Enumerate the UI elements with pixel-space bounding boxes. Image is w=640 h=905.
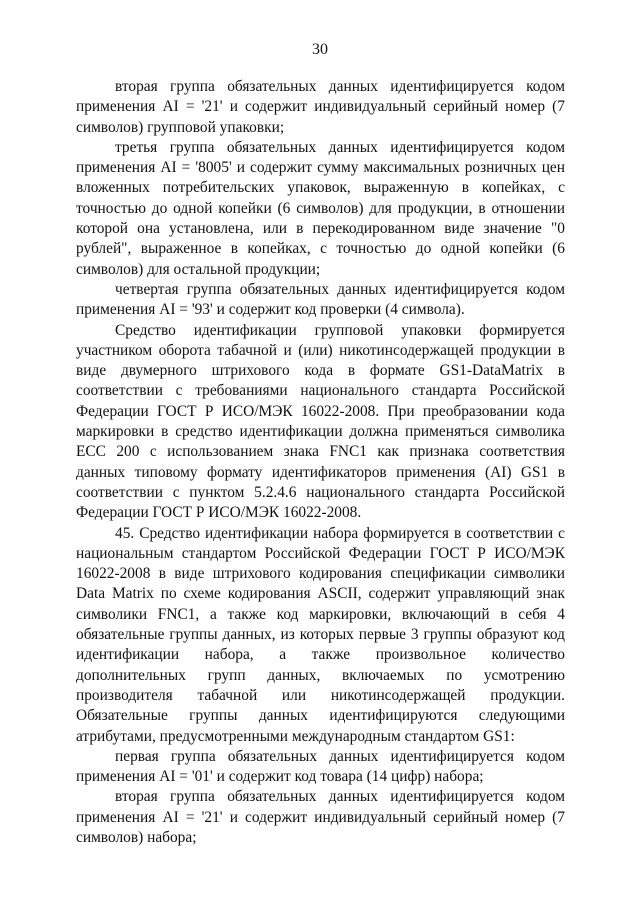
page-number: 30 [312,41,328,58]
paragraph-fourth-group-group-package: четвертая группа обязательных данных идентифицируется кодом применения AI = '93' и содержит код проверки (4 символа). [76,280,565,319]
paragraph-second-group-set: вторая группа обязательных данных идентифицируется кодом применения AI = '21' и содержит индивидуальный серийный номер (7 символов) набора; [76,788,565,846]
paragraph-second-group-group-package: вторая группа обязательных данных идентифицируется кодом применения AI = '21' и содержит индивидуальный серийный номер (7 символов) групповой упаковки; [76,78,565,136]
paragraph-first-group-set: первая группа обязательных данных идентифицируется кодом применения AI = '01' и содержит код товара (14 цифр) набора; [76,747,565,786]
paragraph-group-package-identification-means: Средство идентификации групповой упаковки формируется участником оборота табачной и (или) никотинсодержащей продукции в виде двумерного штрихового кода в формате GS1-DataMatrix в соответствии с требованиями национального стандарта Российской Федерации ГОСТ Р ИСО/МЭК 16022-2008. При преобразовании кода маркировки в средство идентификации должна применяться символика ECC 200 с использованием знака FNC1 как признака соответствия данных типовому формату идентификаторов применения (AI) GS1 в соответствии с пунктом 5.2.4.6 национального стандарта Российской Федерации ГОСТ Р ИСО/МЭК 16022-2008. [76,321,565,522]
paragraph-third-group-group-package: третья группа обязательных данных идентифицируется кодом применения AI = '8005' и содержит сумму максимальных розничных цен вложенных потребительских упаковок, выраженную в копейках, с точностью до одной копейки (6 символов) для продукции, в отношении которой она установлена, или в перекодированном виде значение "0 рублей", выраженное в копейках, с точностью до одной копейки (6 символов) для остальной продукции; [76,138,565,278]
document-body [76,77,565,848]
paragraph-item-45-set-identification: 45. Средство идентификации набора формируется в соответствии с национальным стандартом Российской Федерации ГОСТ Р ИСО/МЭК 16022-2008 в виде штрихового кодирования спецификации символики Data Matrix по схеме кодирования ASCII, содержит управляющий знак символики FNC1, а также код маркировки, включающий в себя 4 обязательные группы данных, из которых первые 3 группы образуют код идентификации набора, а также произвольное количество дополнительных групп данных, включаемых по усмотрению производителя табачной или никотинсодержащей продукции. Обязательные группы данных идентифицируются следующими атрибутами, предусмотренными международным стандартом GS1: [76,524,565,745]
